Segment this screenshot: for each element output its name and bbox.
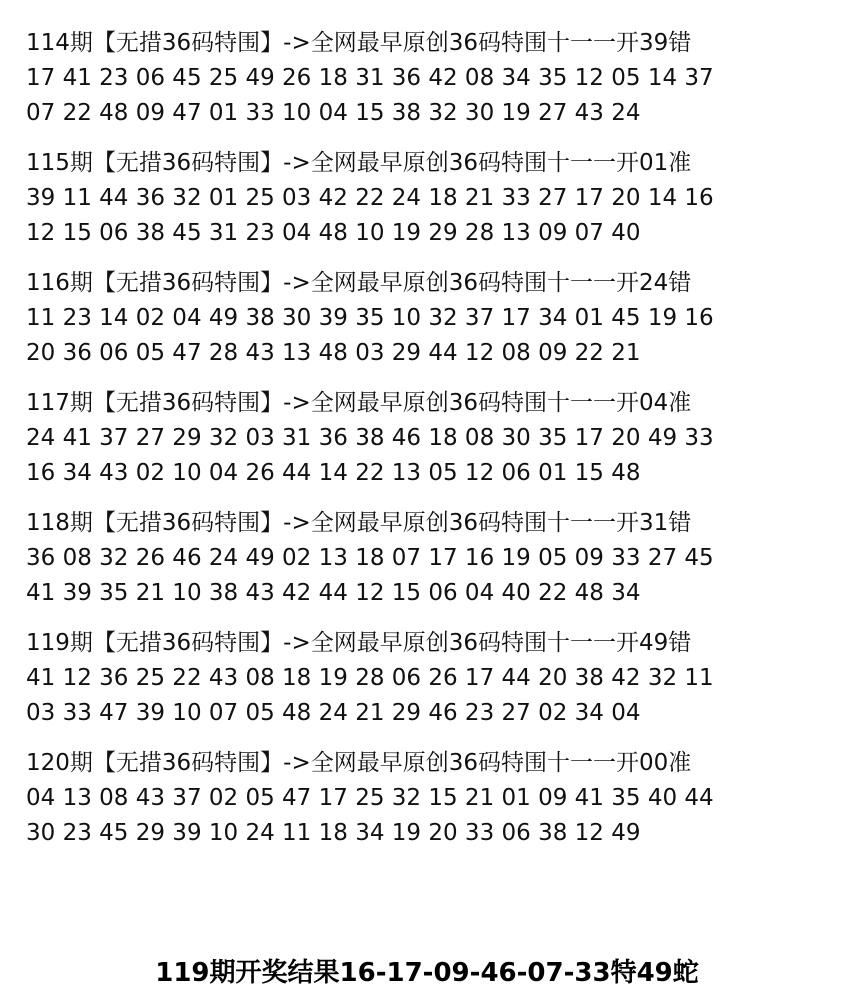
number-row: 39 11 44 36 32 01 25 03 42 22 24 18 21 33 27 17 20 14 16: [26, 185, 714, 211]
number-row: 24 41 37 27 29 32 03 31 36 38 46 18 08 30 35 17 20 49 33: [26, 425, 714, 451]
entry-header: 117期【无措36码特围】->全网最早原创36码特围十一一开04准: [26, 390, 692, 416]
entry-117: [26, 386, 836, 491]
number-row: 04 13 08 43 37 02 05 47 17 25 32 15 21 01 09 41 35 40 44: [26, 785, 714, 811]
entry-118: [26, 506, 836, 611]
entry-header: 120期【无措36码特围】->全网最早原创36码特围十一一开00准: [26, 750, 692, 776]
entry-115: [26, 146, 836, 251]
entry-header: 119期【无措36码特围】->全网最早原创36码特围十一一开49错: [26, 630, 692, 656]
number-row: 17 41 23 06 45 25 49 26 18 31 36 42 08 34 35 12 05 14 37: [26, 65, 714, 91]
number-row: 11 23 14 02 04 49 38 30 39 35 10 32 37 17 34 01 45 19 16: [26, 305, 714, 331]
number-row: 36 08 32 26 46 24 49 02 13 18 07 17 16 19 05 09 33 27 45: [26, 545, 714, 571]
number-row: 41 12 36 25 22 43 08 18 19 28 06 26 17 44 20 38 42 32 11: [26, 665, 714, 691]
entry-header: 114期【无措36码特围】->全网最早原创36码特围十一一开39错: [26, 30, 692, 56]
number-row: 16 34 43 02 10 04 26 44 14 22 13 05 12 06 01 15 48: [26, 460, 641, 486]
entry-header: 116期【无措36码特围】->全网最早原创36码特围十一一开24错: [26, 270, 692, 296]
entry-120: [26, 746, 836, 851]
entry-list: [26, 26, 836, 866]
number-row: 07 22 48 09 47 01 33 10 04 15 38 32 30 19 27 43 24: [26, 100, 641, 126]
entry-119: [26, 626, 836, 731]
number-row: 20 36 06 05 47 28 43 13 48 03 29 44 12 08 09 22 21: [26, 340, 641, 366]
number-row: 30 23 45 29 39 10 24 11 18 34 19 20 33 06 38 12 49: [26, 820, 641, 846]
number-row: 03 33 47 39 10 07 05 48 24 21 29 46 23 27 02 34 04: [26, 700, 641, 726]
entry-114: [26, 26, 836, 131]
draw-result: 119期开奖结果16-17-09-46-07-33特49蛇: [155, 958, 699, 988]
entry-header: 118期【无措36码特围】->全网最早原创36码特围十一一开31错: [26, 510, 692, 536]
number-row: 12 15 06 38 45 31 23 04 48 10 19 29 28 13 09 07 40: [26, 220, 641, 246]
entry-116: [26, 266, 836, 371]
number-row: 41 39 35 21 10 38 43 42 44 12 15 06 04 40 22 48 34: [26, 580, 641, 606]
entry-header: 115期【无措36码特围】->全网最早原创36码特围十一一开01准: [26, 150, 692, 176]
